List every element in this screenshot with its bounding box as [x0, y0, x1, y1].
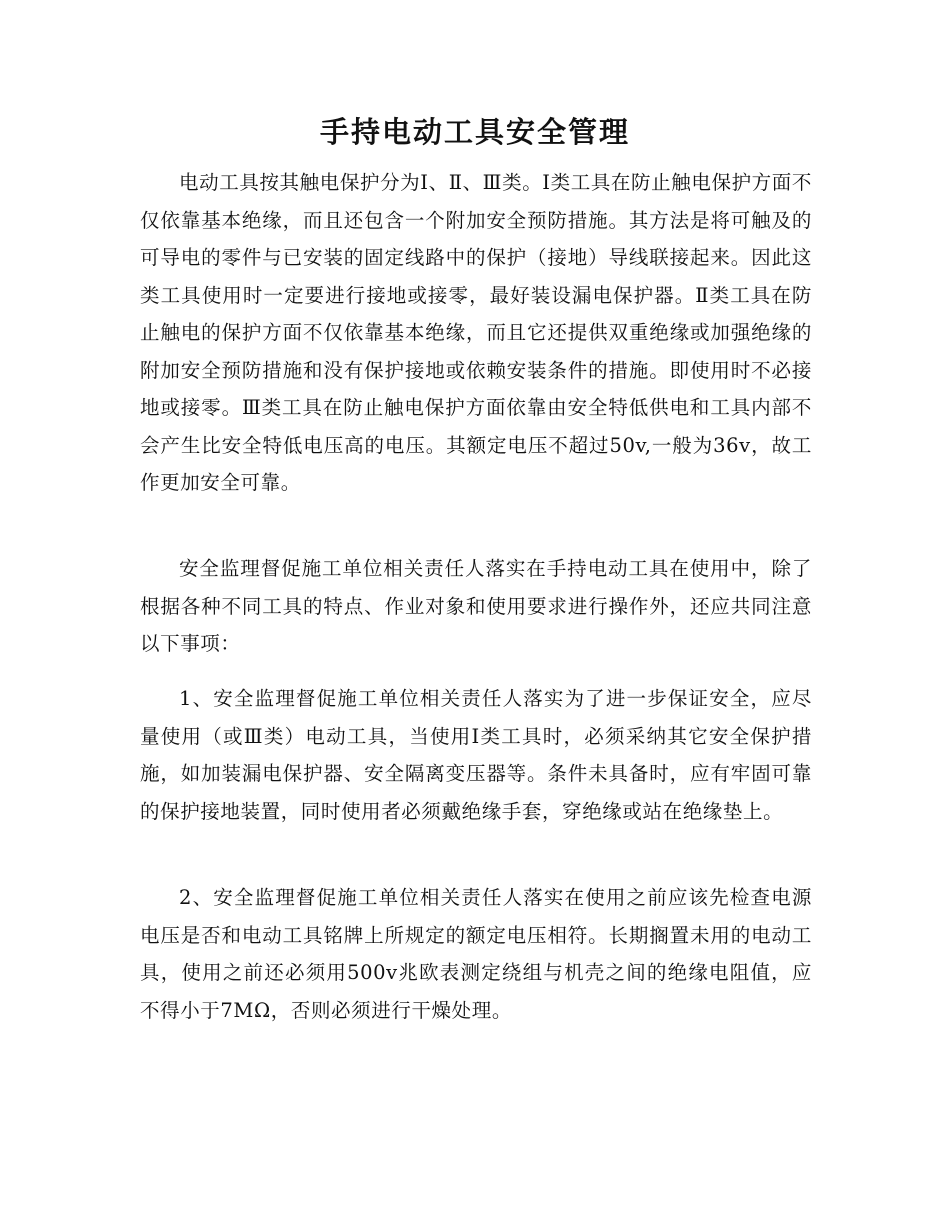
- paragraph-item-1: 1、安全监理督促施工单位相关责任人落实为了进一步保证安全，应尽量使用（或Ⅲ类）电动工具，当使用Ⅰ类工具时，必须采纳其它安全保护措施，如加装漏电保护器、安全隔离变压器等。条件未具备时，应有牢固可靠的保护接地装置，同时使用者必须戴绝缘手套，穿绝缘或站在绝缘垫上。: [140, 687, 812, 823]
- paragraph-item-2: 2、安全监理督促施工单位相关责任人落实在使用之前应该先检查电源电压是否和电动工具铭牌上所规定的额定电压相符。长期搁置未用的电动工具，使用之前还必须用500v兆欧表测定绕组与机壳之间的绝缘电阻值，应不得小于7MΩ，否则必须进行干燥处理。: [140, 886, 812, 1022]
- document-title: 手持电动工具安全管理: [319, 115, 630, 149]
- paragraph-supervision-intro: 安全监理督促施工单位相关责任人落实在手持电动工具在使用中，除了根据各种不同工具的特点、作业对象和使用要求进行操作外，还应共同注意以下事项：: [140, 557, 812, 655]
- paragraph-tool-classes: 电动工具按其触电保护分为Ⅰ、Ⅱ、Ⅲ类。Ⅰ类工具在防止触电保护方面不仅依靠基本绝缘，而且还包含一个附加安全预防措施。其方法是将可触及的可导电的零件与已安装的固定线路中的保护（接地）导线联接起来。因此这类工具使用时一定要进行接地或接零，最好装设漏电保护器。Ⅱ类工具在防止触电的保护方面不仅依靠基本绝缘，而且它还提供双重绝缘或加强绝缘的附加安全预防措施和没有保护接地或依赖安装条件的措施。即使用时不必接地或接零。Ⅲ类工具在防止触电保护方面依靠由安全特低供电和工具内部不会产生比安全特低电压高的电压。其额定电压不超过50v,一般为36v，故工作更加安全可靠。: [140, 171, 812, 494]
